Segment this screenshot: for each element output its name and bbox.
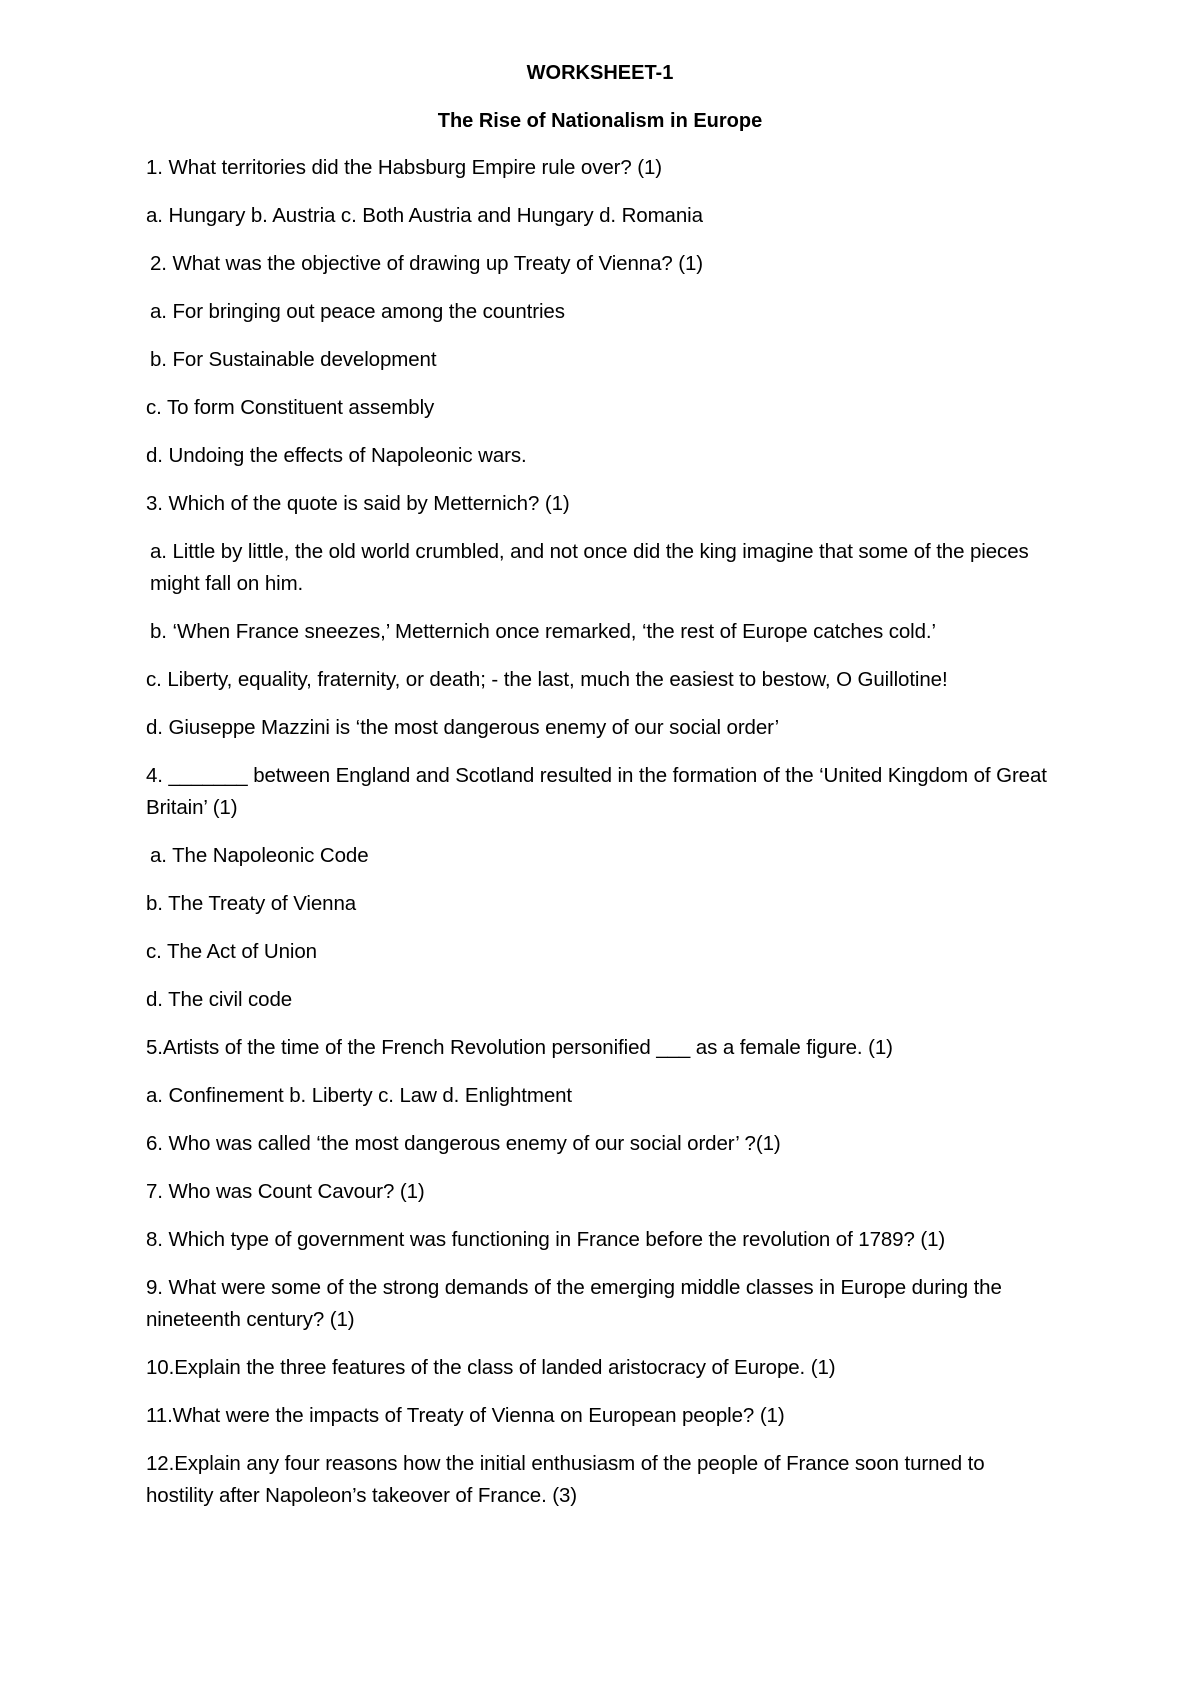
question-4-option-a: a. The Napoleonic Code <box>150 844 369 867</box>
question-12: 12.Explain any four reasons how the initial enthusiasm of the people of France soon turned to hostility after Napoleon’s takeover of France. (3) <box>146 1452 985 1507</box>
worksheet-subtitle: The Rise of Nationalism in Europe <box>437 110 763 132</box>
question-2-option-c: c. To form Constituent assembly <box>146 396 435 419</box>
question-10: 10.Explain the three features of the class of landed aristocracy of Europe. (1) <box>146 1356 836 1379</box>
question-3-option-b: b. ‘When France sneezes,’ Metternich once remarked, ‘the rest of Europe catches cold.’ <box>150 620 936 643</box>
question-8: 8. Which type of government was functioning in France before the revolution of 1789? (1) <box>146 1228 946 1251</box>
question-2-option-d: d. Undoing the effects of Napoleonic wars. <box>146 444 527 467</box>
question-3: 3. Which of the quote is said by Metternich? (1) <box>146 492 570 515</box>
question-1: 1. What territories did the Habsburg Empire rule over? (1) <box>146 156 663 179</box>
question-9: 9. What were some of the strong demands of the emerging middle classes in Europe during the nineteenth century? (1) <box>146 1276 1002 1331</box>
question-7: 7. Who was Count Cavour? (1) <box>146 1180 425 1203</box>
question-1-options: a. Hungary b. Austria c. Both Austria and Hungary d. Romania <box>146 204 703 227</box>
question-2-option-a: a. For bringing out peace among the countries <box>150 300 565 323</box>
question-5-options: a. Confinement b. Liberty c. Law d. Enlightment <box>146 1084 573 1107</box>
question-3-option-d: d. Giuseppe Mazzini is ‘the most dangerous enemy of our social order’ <box>146 716 780 739</box>
question-4: 4. _______ between England and Scotland resulted in the formation of the ‘United Kingdom of Great Britain’ (1) <box>146 764 1047 819</box>
question-5: 5.Artists of the time of the French Revolution personified ___ as a female figure. (1) <box>146 1036 893 1059</box>
question-4-option-d: d. The civil code <box>146 988 293 1011</box>
question-3-option-a: a. Little by little, the old world crumbled, and not once did the king imagine that some of the pieces might fall on him. <box>150 540 1029 595</box>
question-11: 11.What were the impacts of Treaty of Vienna on European people? (1) <box>146 1404 785 1427</box>
question-4-option-c: c. The Act of Union <box>146 940 317 963</box>
question-3-option-c: c. Liberty, equality, fraternity, or death; - the last, much the easiest to bestow, O Guillotine! <box>146 668 948 691</box>
question-4-option-b: b. The Treaty of Vienna <box>146 892 357 915</box>
question-2: 2. What was the objective of drawing up Treaty of Vienna? (1) <box>150 252 704 275</box>
question-2-option-b: b. For Sustainable development <box>150 348 437 371</box>
question-6: 6. Who was called ‘the most dangerous enemy of our social order’ ?(1) <box>146 1132 781 1155</box>
worksheet-title: WORKSHEET-1 <box>526 62 674 84</box>
